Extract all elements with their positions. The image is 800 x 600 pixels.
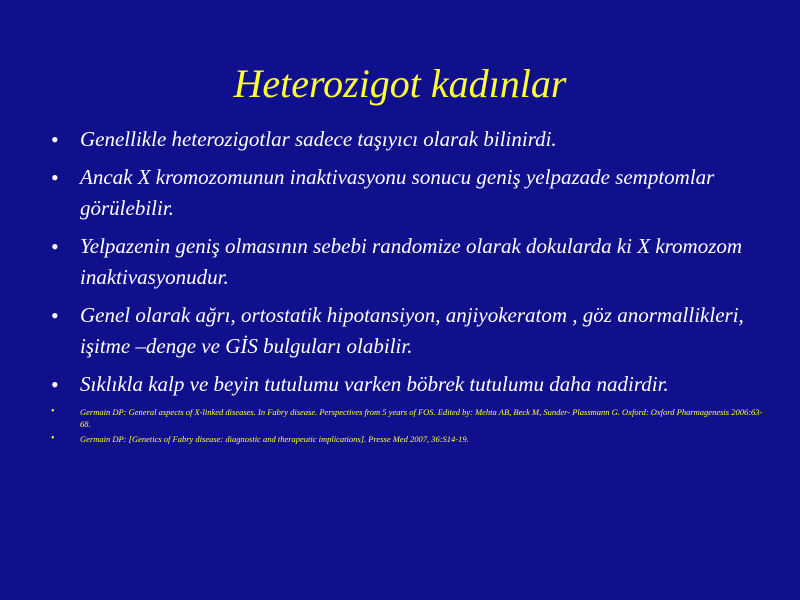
bullet-item — [50, 231, 770, 293]
bullet-text: Sıklıkla kalp ve beyin tutulumu varken böbrek tutulumu daha nadirdir. — [80, 372, 669, 396]
bullet-text: Yelpazenin geniş olmasının sebebi randomize olarak dokularda ki X kromozom inaktivasyonudur. — [80, 234, 743, 289]
bullet-item — [50, 162, 770, 224]
reference-dot-icon: • — [51, 433, 55, 444]
bullet-item — [50, 124, 770, 155]
bullet-text: Genellikle heterozigotlar sadece taşıyıcı olarak bilinirdi. — [80, 127, 557, 151]
reference-item — [50, 406, 770, 430]
bullet-dot-icon: • — [51, 303, 59, 328]
bullet-text: Ancak X kromozomunun inaktivasyonu sonucu geniş yelpazade semptomlar görülebilir. — [80, 165, 715, 220]
bullet-dot-icon: • — [51, 234, 59, 259]
reference-text: Germain DP: General aspects of X-linked diseases. In Fabry disease. Perspectives from 5 years of FOS. Edited by: Mehta AB, Beck M, Sunder- Plassmann G. Oxford: Oxford Pharmagenesis 2006:63-68. — [80, 407, 763, 429]
slide-title: Heterozigot kadınlar — [233, 61, 567, 106]
reference-text: Germain DP: [Genetics of Fabry disease: diagnostic and therapeutic implications]. Presse Med 2007, 36:S14-19. — [80, 434, 469, 444]
reference-dot-icon: • — [51, 406, 55, 417]
bullet-dot-icon: • — [51, 372, 59, 397]
bullet-item — [50, 300, 770, 362]
bullet-dot-icon: • — [51, 127, 59, 152]
reference-item — [50, 433, 770, 445]
reference-list — [50, 406, 770, 448]
bullet-item — [50, 369, 770, 400]
bullet-dot-icon: • — [51, 165, 59, 190]
bullet-text: Genel olarak ağrı, ortostatik hipotansiyon, anjiyokeratom , göz anormallikleri, işitme –denge ve GİS bulguları olabilir. — [80, 303, 744, 358]
bullet-list — [50, 124, 770, 407]
